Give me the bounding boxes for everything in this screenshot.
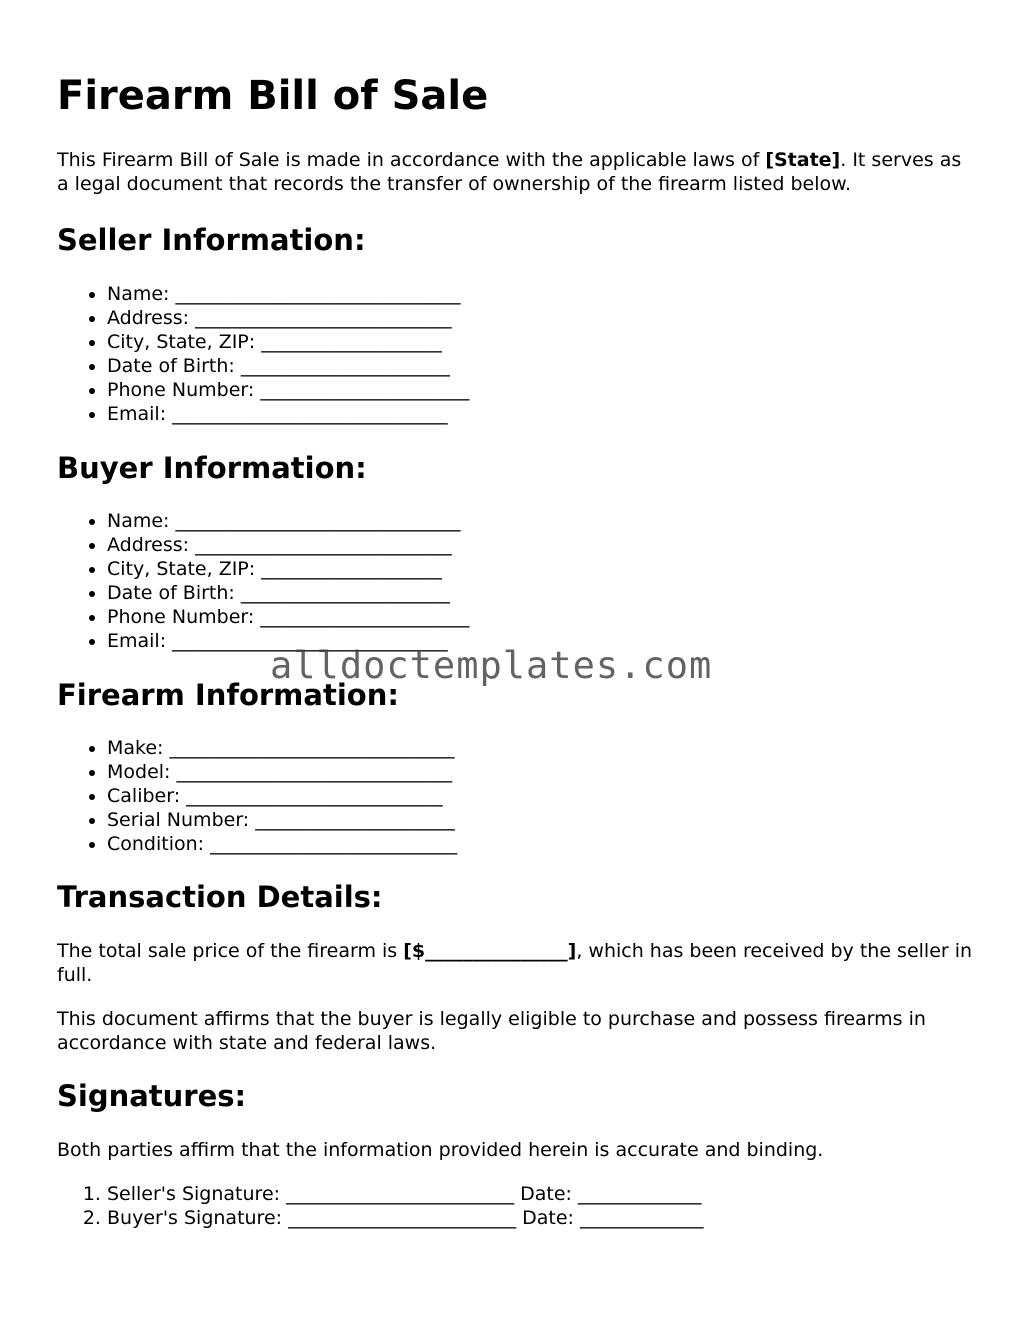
buyer-section-heading: Buyer Information: (57, 451, 367, 485)
price-placeholder: [$_______________] (403, 940, 577, 962)
intro-prefix: This Firearm Bill of Sale is made in accordance with the applicable laws of (57, 149, 766, 171)
intro-paragraph (57, 148, 977, 196)
firearm-model-field: • Model: _____________________________ (107, 760, 977, 784)
sale-price-paragraph (57, 939, 977, 987)
eligibility-paragraph: This document affirms that the buyer is legally eligible to purchase and possess firearms in accordance with state and federal laws. (57, 1008, 926, 1054)
seller-signature-line: 1. Seller's Signature: ________________________ Date: _____________ (107, 1182, 977, 1206)
buyer-email-field: • Email: _____________________________ (107, 629, 977, 653)
buyer-signature-line: 2. Buyer's Signature: ________________________ Date: _____________ (107, 1206, 977, 1230)
transaction-section-heading: Transaction Details: (57, 880, 383, 914)
signature-list (57, 1182, 977, 1230)
affirmation-paragraph: Both parties affirm that the information provided herein is accurate and binding. (57, 1139, 824, 1161)
firearm-condition-field: • Condition: __________________________ (107, 832, 977, 856)
seller-city-state-zip-field: • City, State, ZIP: ___________________ (107, 330, 977, 354)
signatures-section-heading: Signatures: (57, 1079, 247, 1113)
firearm-field-list (57, 736, 977, 856)
price-suffix: , which has been received by the seller in full. (57, 940, 973, 986)
firearm-make-field: • Make: ______________________________ (107, 736, 977, 760)
firearm-caliber-field: • Caliber: ___________________________ (107, 784, 977, 808)
state-placeholder: [State] (765, 149, 841, 171)
firearm-section-heading: Firearm Information: (57, 678, 399, 712)
document-page (57, 72, 977, 1230)
price-prefix: The total sale price of the firearm is (57, 940, 404, 962)
document-title: Firearm Bill of Sale (57, 73, 489, 119)
buyer-field-list (57, 509, 977, 653)
seller-email-field: • Email: _____________________________ (107, 402, 977, 426)
buyer-date-of-birth-field: • Date of Birth: ______________________ (107, 581, 977, 605)
intro-suffix: . It serves as a legal document that records the transfer of ownership of the firearm listed below. (57, 149, 962, 195)
seller-section-heading: Seller Information: (57, 223, 366, 257)
buyer-name-field: • Name: ______________________________ (107, 509, 977, 533)
firearm-serial-number-field: • Serial Number: _____________________ (107, 808, 977, 832)
watermark-text: alldoctemplates.com (270, 644, 713, 687)
seller-name-field: • Name: ______________________________ (107, 282, 977, 306)
buyer-phone-field: • Phone Number: ______________________ (107, 605, 977, 629)
seller-phone-field: • Phone Number: ______________________ (107, 378, 977, 402)
seller-field-list (57, 282, 977, 426)
buyer-address-field: • Address: ___________________________ (107, 533, 977, 557)
buyer-city-state-zip-field: • City, State, ZIP: ___________________ (107, 557, 977, 581)
seller-date-of-birth-field: • Date of Birth: ______________________ (107, 354, 977, 378)
seller-address-field: • Address: ___________________________ (107, 306, 977, 330)
